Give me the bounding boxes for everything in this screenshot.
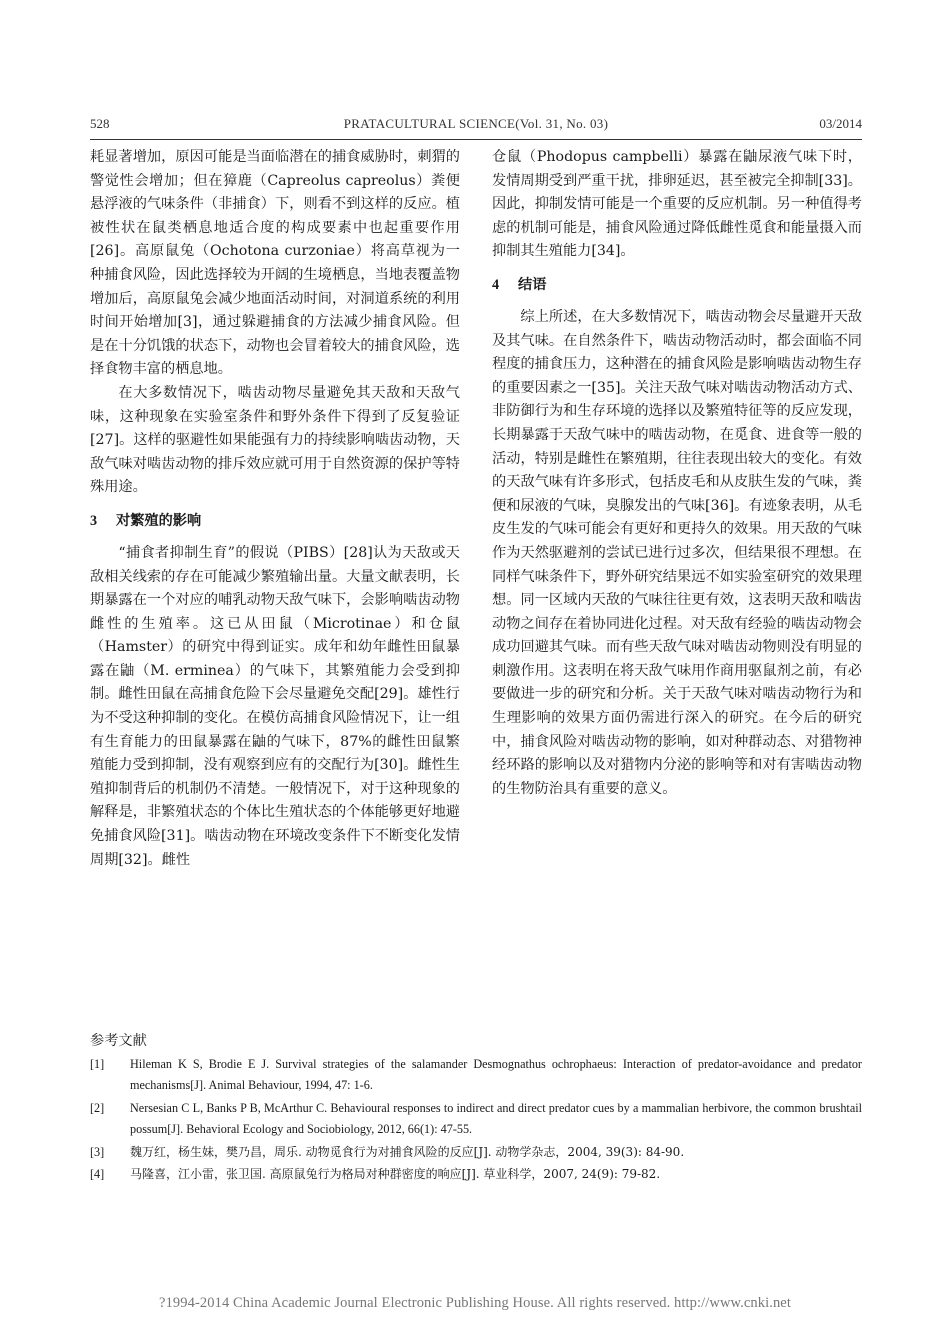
header-rule: [90, 139, 862, 140]
reference-number: [2]: [90, 1100, 105, 1115]
reference-item: [90, 1142, 862, 1163]
reference-number: [4]: [90, 1167, 105, 1182]
reference-text: 魏万红，杨生妹，樊乃昌，周乐. 动物觅食行为对捕食风险的反应[J]. 动物学杂志，2004, 39(3): 84-90.: [130, 1144, 685, 1159]
issue-date: 03/2014: [819, 116, 862, 131]
right-paragraph-1: 仓鼠（Phodopus campbelli）暴露在鼬尿液气味下时，发情周期受到严重干扰，排卵延迟，甚至被完全抑制[33]。因此，抑制发情可能是一个重要的反应机制。另一种值得考虑的机制可能是，捕食风险通过降低雌性觅食和能量摄入而抑制其生殖能力[34]。: [492, 149, 862, 260]
section-number: 3: [90, 512, 98, 529]
page-header: [90, 116, 862, 138]
section-heading-3: [90, 510, 460, 533]
reference-list: [90, 1054, 862, 1186]
left-paragraph-3: “捕食者抑制生育”的假说（PIBS）[28]认为天敌或天敌相关线索的存在可能减少繁殖输出量。大量文献表明，长期暴露在一个对应的哺乳动物天敌气味下，会影响啮齿动物雌性的生殖率。这已从田鼠（Microtinae）和仓鼠（Hamster）的研究中得到证实。成年和幼年雌性田鼠暴露在鼬（M. erminea）的气味下，其繁殖能力会受到抑制。雌性田鼠在高捕食危险下会尽量避免交配[29]。雄性行为不受这种抑制的变化。在模仿高捕食风险情况下，让一组有生育能力的田鼠暴露在鼬的气味下，87%的雌性田鼠繁殖能力受到抑制，没有观察到应有的交配行为[30]。雌性生殖抑制背后的机制仍不清楚。一般情况下，对于这种现象的解释是，非繁殖状态的个体比生殖状态的个体能够更好地避免捕食风险[31]。啮齿动物在环境改变条件下不断变化发情周期[32]。雌性: [90, 544, 460, 868]
reference-text: Hileman K S, Brodie E J. Survival strategies of the salamander Desmognathus ochrophaeus: Interaction of predator-avoidance and predator mechanisms[J]. Animal Behaviour, 1994, 47: 1-6.: [130, 1057, 862, 1093]
journal-title: PRATACULTURAL SCIENCE(Vol. 31, No. 03): [343, 116, 609, 131]
left-paragraph-1: 耗显著增加，原因可能是当面临潜在的捕食威胁时，刺猬的警觉性会增加；但在獐鹿（Capreolus capreolus）粪便悬浮液的气味条件（非捕食）下，则看不到这样的反应。植被性状在鼠类栖息地适合度的构成要素中也起重要作用[26]。高原鼠兔（Ochotona curzoniae）将高草视为一种捕食风险，因此选择较为开阔的生境栖息，当地表覆盖物增加后，高原鼠兔会减少地面活动时间，对洞道系统的利用时间开始增加[3]，通过躲避捕食的方法减少捕食风险。但是在十分饥饿的状态下，动物也会冒着较大的捕食风险，选择食物丰富的栖息地。: [90, 149, 460, 378]
references-heading: 参考文献: [90, 1033, 147, 1049]
section-heading-4: [492, 274, 862, 297]
reference-number: [3]: [90, 1144, 105, 1159]
section-title: 结语: [518, 276, 547, 293]
left-column: [90, 146, 460, 872]
reference-text: Nersesian C L, Banks P B, McArthur C. Behavioural responses to indirect and direct predator cues by a mammalian herbivore, the common brushtail possum[J]. Behavioral Ecology and Sociobiology, 2012, 66(1): 47-55.: [130, 1100, 862, 1137]
reference-item: [90, 1098, 862, 1141]
left-paragraph-2: 在大多数情况下，啮齿动物尽量避免其天敌和天敌气味，这种现象在实验室条件和野外条件下得到了反复验证[27]。这样的驱避性如果能强有力的持续影响啮齿动物，天敌气味对啮齿动物的排斥效应就可用于自然资源的保护等特殊用途。: [90, 384, 460, 496]
section-title: 对繁殖的影响: [116, 512, 202, 529]
reference-text: 马隆喜，江小雷，张卫国. 高原鼠兔行为格局对种群密度的响应[J]. 草业科学，2007, 24(9): 79-82.: [130, 1167, 661, 1182]
reference-item: [90, 1164, 862, 1185]
page-number: 528: [90, 116, 110, 131]
reference-number: [1]: [90, 1057, 105, 1071]
right-column: [492, 146, 862, 801]
right-paragraph-2: 综上所述，在大多数情况下，啮齿动物会尽量避开天敌及其气味。在自然条件下，啮齿动物活动时，都会面临不同程度的捕食压力，这种潜在的捕食风险是影响啮齿动物生存的重要因素之一[35]。关注天敌气味对啮齿动物活动方式、非防御行为和生存环境的选择以及繁殖特征等的反应发现，长期暴露于天敌气味中的啮齿动物，在觅食、进食等一般的活动，特别是雌性在繁殖期，往往表现出较大的变化。有效的天敌气味有许多形式，包括皮毛和从皮肤生发的气味，粪便和尿液的气味，臭腺发出的气味[36]。有迹象表明，从毛皮生发的气味可能会有更好和更持久的效果。用天敌的气味作为天然驱避剂的尝试已进行过多次，但结果很不理想。在同样气味条件下，野外研究结果远不如实验室研究的效果理想。同一区域内天敌的气味往往更有效，这表明天敌和啮齿动物之间存在着协同进化过程。对天敌有经验的啮齿动物会成功回避其气味。而有些天敌气味对啮齿动物则没有明显的刺激作用。这表明在将天敌气味用作商用驱鼠剂之前，有必要做进一步的研究和分析。关于天敌气味对啮齿动物行为和生理影响的效果方面仍需进行深入的研究。在今后的研究中，捕食风险对啮齿动物的影响，如对种群动态、对猎物神经环路的影响以及对猎物内分泌的影响等和对有害啮齿动物的生物防治具有重要的意义。: [492, 308, 862, 797]
copyright-footer: ?1994-2014 China Academic Journal Electronic Publishing House. All rights reserved. http://www.cnki.net: [159, 1295, 791, 1311]
section-number: 4: [492, 276, 500, 293]
reference-item: [90, 1054, 862, 1097]
